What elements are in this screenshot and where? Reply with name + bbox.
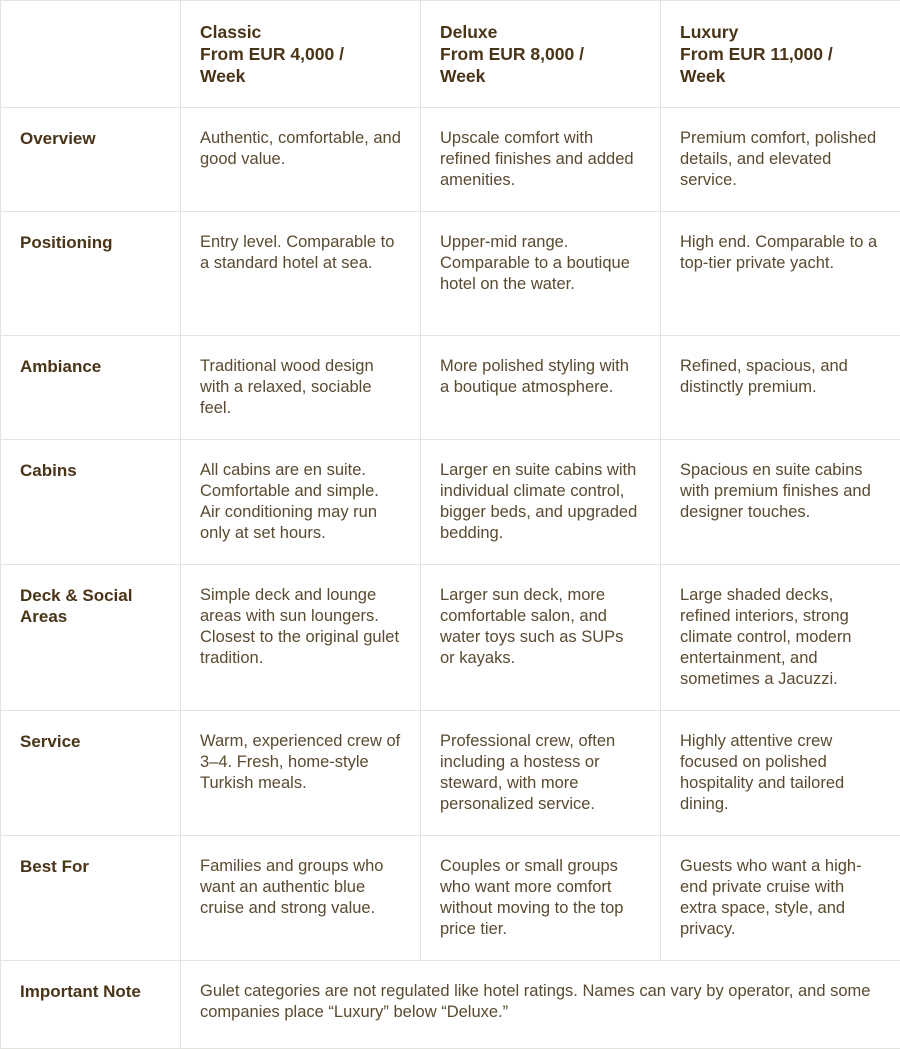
row-label: Overview: [1, 108, 181, 212]
cell-classic: Authentic, comfortable, and good value.: [181, 108, 421, 212]
tier-price-deluxe: From EUR 8,000 /: [440, 43, 642, 65]
cell-luxury: Guests who want a high-end private cruise with extra space, style, and privacy.: [661, 836, 900, 961]
note-text: Gulet categories are not regulated like hotel ratings. Names can vary by operator, and some companies place “Luxury” below “Deluxe.”: [181, 961, 900, 1049]
cell-luxury: Premium comfort, polished details, and elevated service.: [661, 108, 900, 212]
cell-deluxe: Larger sun deck, more comfortable salon, and water toys such as SUPs or kayaks.: [421, 565, 661, 711]
table-row-overview: [1, 108, 900, 212]
row-label: Service: [1, 711, 181, 836]
cell-classic: Families and groups who want an authentic blue cruise and strong value.: [181, 836, 421, 961]
table-body: [1, 108, 900, 1049]
cell-luxury: Spacious en suite cabins with premium finishes and designer touches.: [661, 440, 900, 565]
cell-luxury: Refined, spacious, and distinctly premium.: [661, 336, 900, 440]
table-row-ambiance: [1, 336, 900, 440]
tier-name-deluxe: Deluxe: [440, 21, 642, 43]
row-label: Positioning: [1, 212, 181, 336]
cell-luxury: Highly attentive crew focused on polished hospitality and tailored dining.: [661, 711, 900, 836]
table-row-positioning: [1, 212, 900, 336]
cell-classic: Entry level. Comparable to a standard hotel at sea.: [181, 212, 421, 336]
cell-deluxe: Professional crew, often including a hostess or steward, with more personalized service.: [421, 711, 661, 836]
cell-deluxe: Couples or small groups who want more comfort without moving to the top price tier.: [421, 836, 661, 961]
cell-classic: Simple deck and lounge areas with sun loungers. Closest to the original gulet tradition.: [181, 565, 421, 711]
row-label: Deck & Social Areas: [1, 565, 181, 711]
cell-deluxe: More polished styling with a boutique atmosphere.: [421, 336, 661, 440]
header-empty-cell: [1, 1, 181, 108]
row-label: Ambiance: [1, 336, 181, 440]
cell-deluxe: Upper-mid range. Comparable to a boutique hotel on the water.: [421, 212, 661, 336]
tier-price-luxury: From EUR 11,000 /: [680, 43, 882, 65]
tier-name-classic: Classic: [200, 21, 402, 43]
cell-deluxe: Larger en suite cabins with individual climate control, bigger beds, and upgraded bedding.: [421, 440, 661, 565]
header-row: [1, 1, 900, 108]
cell-luxury: High end. Comparable to a top-tier private yacht.: [661, 212, 900, 336]
table-row-important-note: [1, 961, 900, 1049]
header-luxury: [661, 1, 900, 108]
table-row-cabins: [1, 440, 900, 565]
cell-classic: All cabins are en suite. Comfortable and simple. Air conditioning may run only at set hours.: [181, 440, 421, 565]
header-deluxe: [421, 1, 661, 108]
cell-classic: Traditional wood design with a relaxed, sociable feel.: [181, 336, 421, 440]
tier-unit-classic: Week: [200, 65, 402, 87]
row-label: Cabins: [1, 440, 181, 565]
table-row-best-for: [1, 836, 900, 961]
tier-unit-deluxe: Week: [440, 65, 642, 87]
header-classic: [181, 1, 421, 108]
table-row-deck-social: [1, 565, 900, 711]
row-label: Important Note: [1, 961, 181, 1049]
table-header: [1, 1, 900, 108]
row-label: Best For: [1, 836, 181, 961]
tier-name-luxury: Luxury: [680, 21, 882, 43]
table-row-service: [1, 711, 900, 836]
cell-luxury: Large shaded decks, refined interiors, strong climate control, modern entertainment, and sometimes a Jacuzzi.: [661, 565, 900, 711]
tier-price-classic: From EUR 4,000 /: [200, 43, 402, 65]
tier-unit-luxury: Week: [680, 65, 882, 87]
cell-deluxe: Upscale comfort with refined finishes and added amenities.: [421, 108, 661, 212]
cell-classic: Warm, experienced crew of 3–4. Fresh, home-style Turkish meals.: [181, 711, 421, 836]
